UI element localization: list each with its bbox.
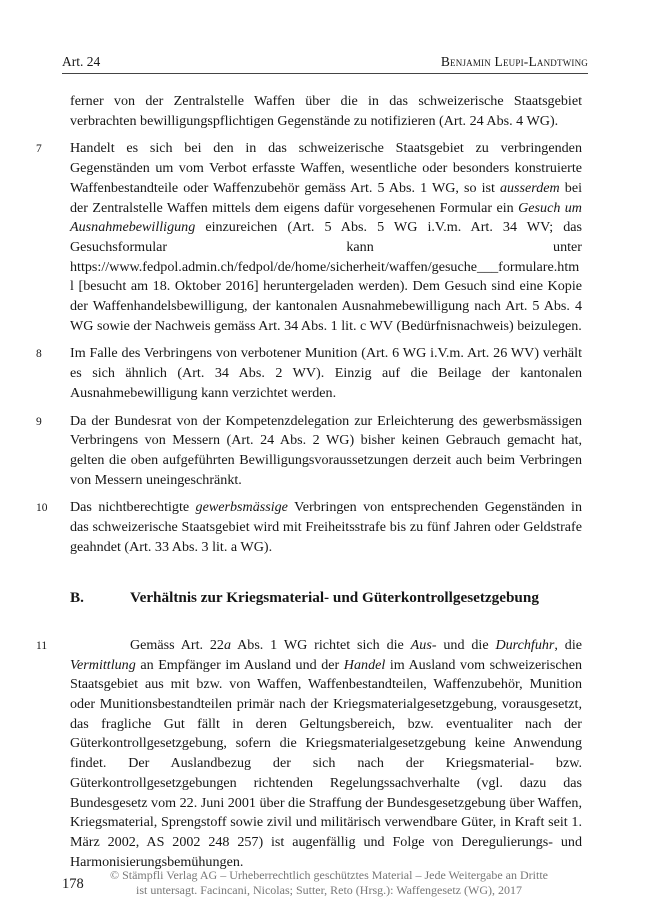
- paragraph-9: 9 Da der Bundesrat von der Kompetenzdelegation zur Erleichterung des gewerbsmässigen Verbringens von Messern (Art. 24 Abs. 2 WG) bisher keinen Gebrauch gemacht hat, gelten die oben aufgeführten Bewilligungsvoraussetzungen derzeit auch beim Verbringen von Messern uneingeschränkt.: [36, 412, 582, 488]
- running-header: [62, 54, 588, 74]
- paragraph-10: 10 Das nichtberechtigte gewerbsmässige Verbringen von entsprechenden Gegenständen in das schweizerische Staatsgebiet wird mit Freiheitsstrafe bis zu fünf Jahren oder Geldstrafe geahndet (Art. 33 Abs. 3 lit. a WG).: [36, 499, 582, 555]
- margin-number-11: 11: [36, 639, 48, 652]
- margin-number-8: 8: [36, 348, 42, 361]
- margin-number-10: 10: [36, 502, 48, 515]
- section-heading: [70, 588, 582, 609]
- paragraph-8: 8 Im Falle des Verbringens von verbotener Munition (Art. 6 WG i.V.m. Art. 26 WV) verhält es sich ähnlich (Art. 34 Abs. 2 WV). Einzig auf die Beilage der kantonalen Ausnahmebewilligung kann verzichtet werden.: [36, 345, 582, 401]
- header-article-ref: Art. 24: [62, 54, 101, 69]
- copyright-notice: [94, 868, 564, 898]
- page-footer: [62, 868, 592, 908]
- section-title: Verhältnis zur Kriegsmaterial- und Güterkontrollgesetzgebung: [130, 589, 539, 607]
- paragraph-11: 11 Gemäss Art. 22a Abs. 1 WG richtet sich die Aus- und die Durchfuhr, die Vermittlung an Empfänger im Ausland und der Handel im Ausland vom schweizerischen Staatsgebiet aus mit bzw. von Waffen, Waffenbestandteilen, Waffenzubehör, Munition oder Munitionsbestandteilen primär nach der Kriegsmaterialgesetzgebung, vorausgesetzt, das fragliche Gut fällt in deren Geltungsbereich, bzw. eventualiter nach der Güterkontrollgesetzgebung, sofern die Kriegsmaterialgesetzgebung keine Anwendung findet. Der Auslandbezug der sich nach der Kriegsmaterial- bzw. Güterkontrollgesetzgebungen richtenden Regelungssachverhalte (vgl. dazu das Bundesgesetz vom 22. Juni 2001 über die Straffung der Bundesgesetzgebung über Waffen, Kriegsmaterial, Sprengstoff sowie zivil und militärisch verwendbare Güter, in Kraft seit 1. März 2002, AS 2002 248 257) ist augenfällig und Folge von Deregulierungs- und Harmonisierungsbemühungen.: [36, 636, 583, 870]
- paragraph-7: 7 Handelt es sich bei den in das schweizerische Staatsgebiet zu verbringenden Gegenständen um vom Verbot erfasste Waffen, wesentliche oder besonders konstruierte Waffenbestandteile oder Waffenzubehör gemäss Art. 5 Abs. 1 WG, so ist ausserdem bei der Zentralstelle Waffen mittels dem eigens dafür vorgesehenen Formular ein Gesuch um Ausnahmebewilligung einzureichen (Art. 5 Abs. 5 WG i.V.m. Art. 34 WV; das Gesuchsformular kann unter https://www.fedpol.admin.ch/fedpol/de/home/sicherheit/waffen/gesuche___formulare.html [besucht am 18. Oktober 2016] heruntergeladen werden). Dem Gesuch sind eine Kopie der Waffenhandelsbewilligung, der kantonalen Ausnahmebewilligung nach Art. 5 Abs. 4 WG sowie der Nachweis gemäss Art. 34 Abs. 1 lit. c WV (Bedürfnisnachweis) beizulegen.: [36, 140, 582, 334]
- header-divider: [62, 73, 588, 74]
- margin-number-9: 9: [36, 415, 42, 428]
- paragraph-continuation: ferner von der Zentralstelle Waffen über die in das schweizerische Staatsgebiet verbrachten bewilligungspflichtigen Gegenstände zu notifizieren (Art. 24 Abs. 4 WG).: [70, 93, 582, 129]
- copyright-line-1: © Stämpfli Verlag AG – Urheberrechtlich geschütztes Material – Jede Weitergabe an Dritte: [109, 868, 548, 882]
- copyright-line-2: ist untersagt. Facincani, Nicolas; Sutter, Reto (Hrsg.): Waffengesetz (WG), 2017: [135, 883, 522, 897]
- page-number: 178: [62, 876, 84, 892]
- header-author: Benjamin Leupi-Landtwing: [440, 54, 588, 69]
- page-body: [36, 92, 583, 872]
- section-letter: B.: [70, 589, 84, 607]
- margin-number-7: 7: [36, 143, 42, 156]
